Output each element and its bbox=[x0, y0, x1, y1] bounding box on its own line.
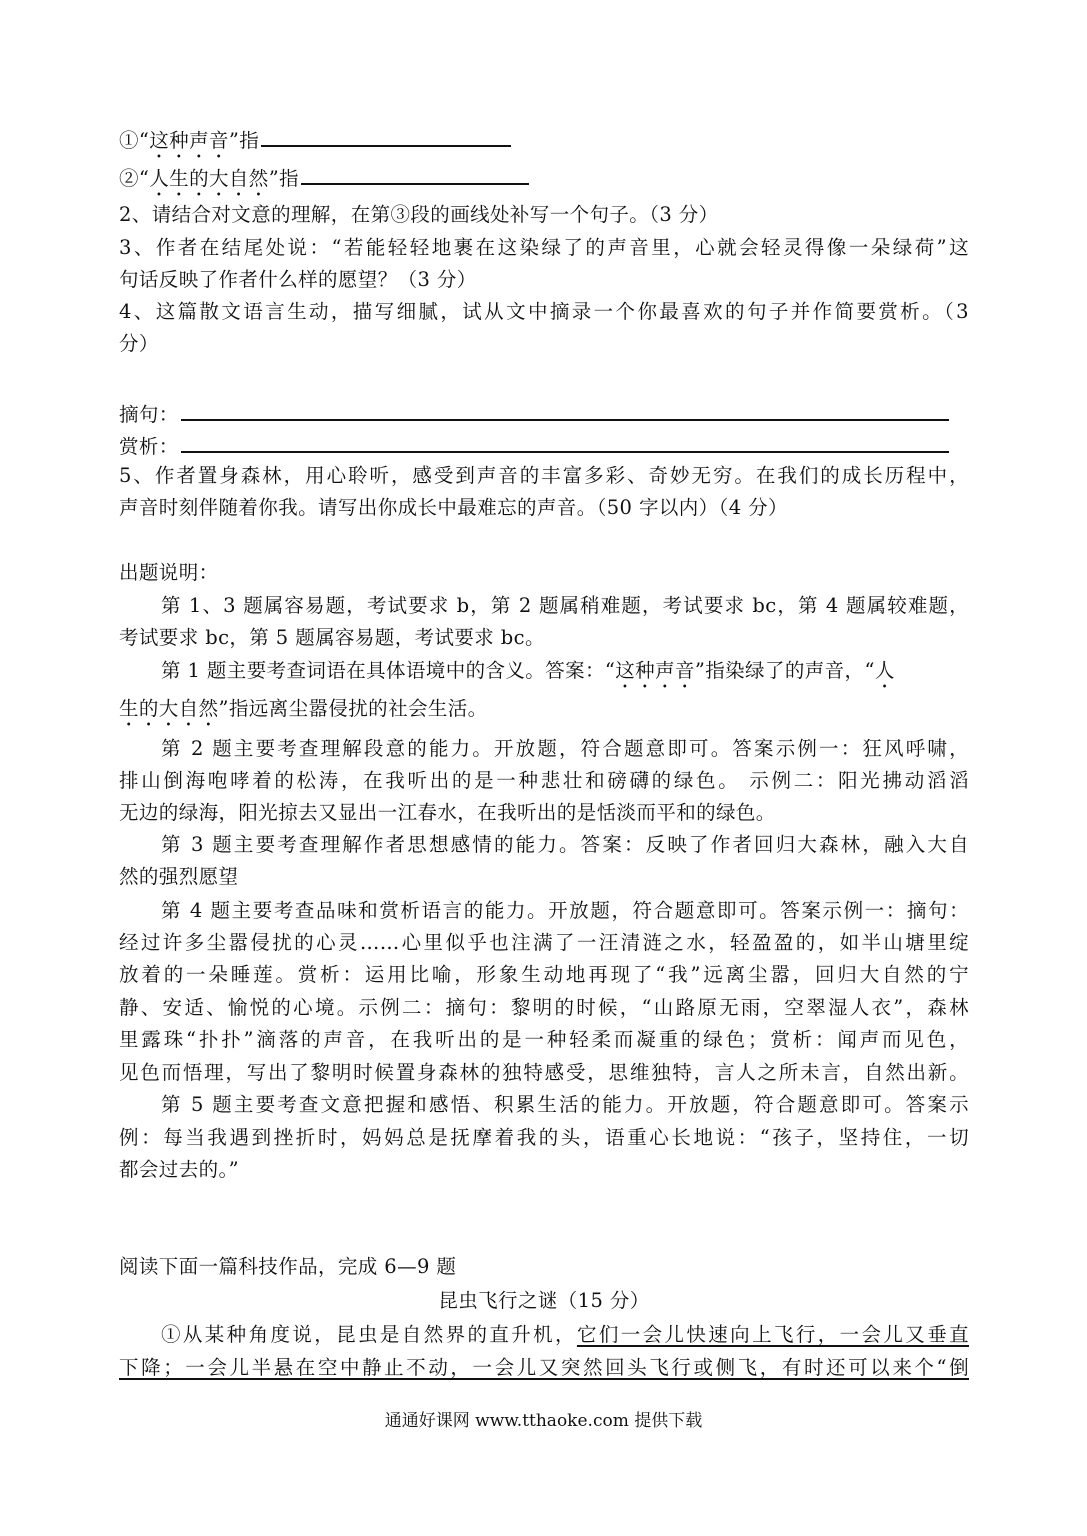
explanation-p5-line-5: 里露珠“扑扑”滴落的声音，在我听出的是一种轻柔而凝重的绿色；赏析：闻声而见色， bbox=[119, 1028, 969, 1051]
reading-title: 昆虫飞行之谜（15 分） bbox=[438, 1289, 650, 1312]
explanation-p2-line-2 bbox=[119, 694, 969, 731]
q1-item-2-prefix: ②“ bbox=[119, 167, 150, 190]
explanation-p4-line-1: 第 3 题主要考查理解作者思想感情的能力。答案：反映了作者回归大森林，融入大自 bbox=[161, 833, 969, 856]
answer-blank-1[interactable] bbox=[261, 123, 511, 147]
excerpt-label: 摘句： bbox=[119, 403, 179, 426]
analysis-answer-line[interactable] bbox=[181, 429, 949, 453]
q1-item-2 bbox=[119, 161, 969, 201]
explanation-p6-line-2: 例：每当我遇到挫折时，妈妈总是抚摩着我的头，语重心长地说：“孩子，坚持住，一切 bbox=[119, 1126, 969, 1149]
reading-p1-text: ①从某种角度说，昆虫是自然界的直升机， bbox=[161, 1323, 577, 1346]
p2-term-2-rest: 生的大自然 bbox=[119, 697, 219, 720]
explanation-p3-line-3: 无边的绿海，阳光掠去又显出一江春水，在我听出的是恬淡而平和的绿色。 bbox=[119, 801, 776, 824]
page-footer: 通通好课网 www.tthaoke.com 提供下载 bbox=[384, 1411, 703, 1431]
question-2: 2、请结合对文意的理解，在第③段的画线处补写一个句子。（3 分） bbox=[119, 203, 719, 226]
excerpt-row bbox=[119, 397, 969, 430]
explanation-p5-line-6: 见色而悟理，写出了黎明时候置身森林的独特感受，思维独特，言人之所未言，自然出新。 bbox=[119, 1061, 969, 1084]
q1-item-1-suffix: ”指 bbox=[228, 129, 260, 152]
p2-text-c: ”指染绿了的声音，“ bbox=[694, 659, 875, 682]
reading-p1-line-1 bbox=[161, 1320, 969, 1350]
question-4-line-2: 分） bbox=[119, 332, 159, 355]
analysis-row bbox=[119, 429, 969, 462]
analysis-label: 赏析： bbox=[119, 435, 179, 458]
answer-blank-2[interactable] bbox=[301, 161, 529, 185]
reading-intro: 阅读下面一篇科技作品，完成 6—9 题 bbox=[119, 1255, 457, 1278]
q1-item-1 bbox=[119, 123, 969, 163]
question-3-line-2: 句话反映了作者什么样的愿望？（3 分） bbox=[119, 268, 477, 291]
p2-term-2-start: 人 bbox=[874, 659, 895, 682]
explanation-p5-line-3: 放着的一朵睡莲。赏析：运用比喻，形象生动地再现了“我”远离尘嚣，回归大自然的宁 bbox=[119, 963, 969, 986]
question-5-line-2: 声音时刻伴随着你我。请写出你成长中最难忘的声音。（50 字以内）（4 分） bbox=[119, 496, 788, 519]
question-5-line-1: 5、作者置身森林，用心聆听，感受到声音的丰富多彩、奇妙无穷。在我们的成长历程中， bbox=[119, 464, 969, 487]
p2-term-1: 这种声音 bbox=[615, 659, 695, 682]
explanation-p3-line-2: 排山倒海咆哮着的松涛，在我听出的是一种悲壮和磅礴的绿色。 示例二：阳光拂动滔滔 bbox=[119, 769, 969, 792]
explanation-p1-line-1: 第 1、3 题属容易题，考试要求 b，第 2 题属稍难题，考试要求 bc，第 4 题属较难题， bbox=[161, 594, 969, 617]
explanation-p6-line-1: 第 5 题主要考查文意把握和感悟、积累生活的能力。开放题，符合题意即可。答案示 bbox=[161, 1093, 969, 1116]
q1-item-1-prefix: ①“ bbox=[119, 129, 150, 152]
excerpt-answer-line[interactable] bbox=[181, 397, 949, 421]
reading-p1-line-2: 下降；一会儿半悬在空中静止不动，一会儿又突然回头飞行或侧飞，有时还可以来个“倒 bbox=[119, 1356, 969, 1379]
q1-item-2-term: 人生的大自然 bbox=[149, 167, 269, 190]
explanation-p3-line-1: 第 2 题主要考查理解段意的能力。开放题，符合题意即可。答案示例一：狂风呼啸， bbox=[161, 737, 969, 760]
reading-p1-underlined: 它们一会儿快速向上飞行，一会儿又垂直 bbox=[576, 1323, 969, 1346]
q1-item-2-suffix: ”指 bbox=[268, 167, 299, 190]
explanation-p5-line-1: 第 4 题主要考查品味和赏析语言的能力。开放题，符合题意即可。答案示例一：摘句： bbox=[161, 899, 969, 922]
explanation-heading: 出题说明： bbox=[119, 561, 219, 584]
p2-text-f: ”指远离尘嚣侵扰的社会生活。 bbox=[218, 697, 488, 720]
explanation-p6-line-3: 都会过去的。” bbox=[119, 1158, 240, 1181]
question-4-line-1: 4、这篇散文语言生动，描写细腻，试从文中摘录一个你最喜欢的句子并作简要赏析。（3 bbox=[119, 300, 969, 323]
question-3-line-1: 3、作者在结尾处说：“若能轻轻地裹在这染绿了的声音里，心就会轻灵得像一朵绿荷”这 bbox=[119, 236, 969, 259]
explanation-p5-line-2: 经过许多尘嚣侵扰的心灵……心里似乎也注满了一汪清涟之水，轻盈盈的，如半山塘里绽 bbox=[119, 931, 969, 954]
q1-item-1-term: 这种声音 bbox=[149, 129, 229, 152]
p2-text-a: 第 1 题主要考查词语在具体语境中的含义。答案：“ bbox=[161, 659, 616, 682]
explanation-p4-line-2: 然的强烈愿望 bbox=[119, 865, 239, 888]
explanation-p2-line-1 bbox=[161, 656, 969, 693]
explanation-p1-line-2: 考试要求 bc，第 5 题属容易题，考试要求 bc。 bbox=[119, 626, 545, 649]
explanation-p5-line-4: 静、安适、愉悦的心境。示例二：摘句：黎明的时候，“山路原无雨，空翠湿人衣”，森林 bbox=[119, 996, 969, 1019]
